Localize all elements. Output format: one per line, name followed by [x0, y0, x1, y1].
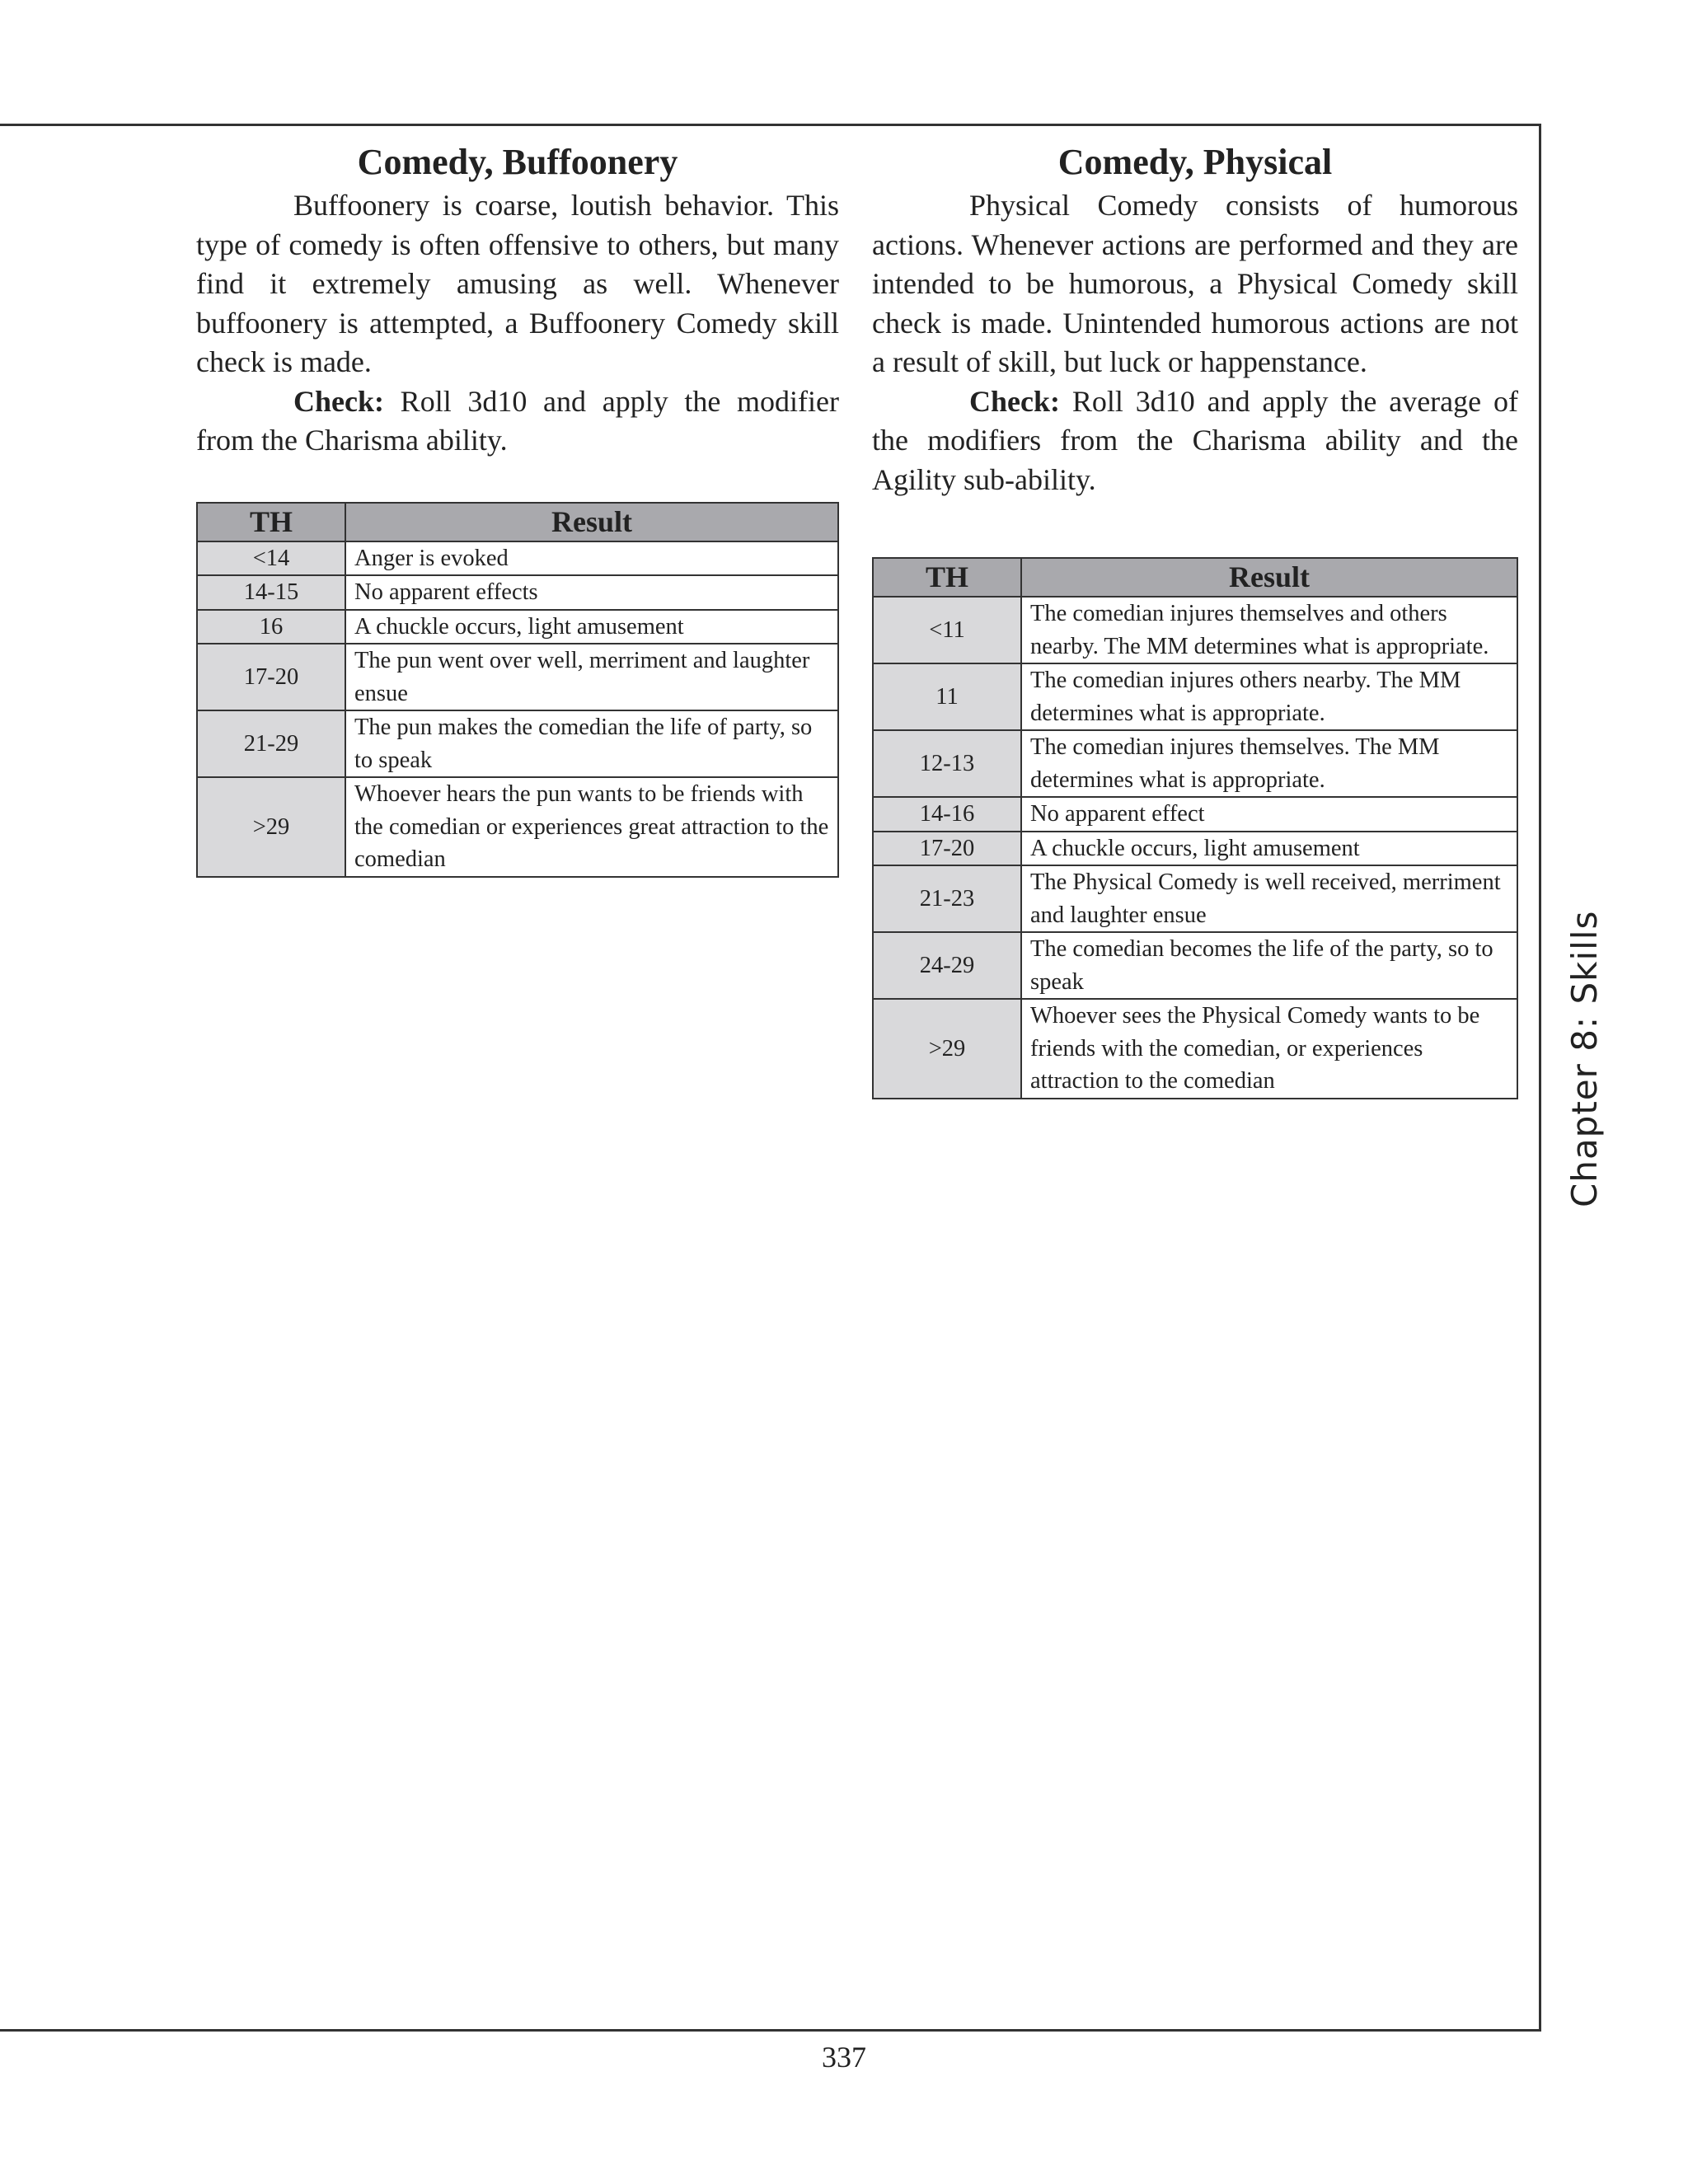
- check-label: Check:: [293, 384, 384, 418]
- table-row: [873, 932, 1517, 999]
- result-cell: Whoever hears the pun wants to be friends with the comedian or experiences great attraction to the comedian: [345, 777, 838, 877]
- table-row: [873, 663, 1517, 730]
- th-cell: 14-16: [873, 797, 1021, 832]
- check-text: Roll 3d10 and apply the average of the modifiers from the Charisma ability and the Agility sub-ability.: [872, 384, 1518, 496]
- th-cell: 11: [873, 663, 1021, 730]
- result-cell: The comedian injures others nearby. The MM determines what is appropriate.: [1021, 663, 1517, 730]
- section-title: Comedy, Physical: [1057, 142, 1333, 182]
- result-cell: The comedian becomes the life of the party, so to speak: [1021, 932, 1517, 999]
- result-cell: The comedian injures themselves and others nearby. The MM determines what is appropriate.: [1021, 597, 1517, 663]
- result-cell: The comedian injures themselves. The MM determines what is appropriate.: [1021, 730, 1517, 797]
- th-cell: 21-23: [873, 865, 1021, 932]
- intro-paragraph: Buffoonery is coarse, loutish behavior. This type of comedy is often offensive to others, but many find it extremely amusing as well. Whenever buffoonery is attempted, a Buffoonery Comedy skill check is made.: [196, 189, 839, 378]
- physical-comedy-table: [872, 557, 1518, 1099]
- result-cell: No apparent effects: [345, 575, 838, 610]
- table-row: [197, 644, 838, 710]
- table-row: [873, 597, 1517, 663]
- section-comedy-buffoonery: [196, 140, 839, 878]
- th-cell: <14: [197, 541, 345, 576]
- header-result: Result: [345, 503, 838, 541]
- table-header-row: [873, 558, 1517, 597]
- check-paragraph: [872, 382, 1518, 500]
- section-title: Comedy, Buffoonery: [357, 142, 678, 182]
- result-cell: A chuckle occurs, light amusement: [345, 610, 838, 644]
- header-result: Result: [1021, 558, 1517, 597]
- th-cell: 17-20: [197, 644, 345, 710]
- result-cell: The Physical Comedy is well received, merriment and laughter ensue: [1021, 865, 1517, 932]
- th-cell: 12-13: [873, 730, 1021, 797]
- table-row: [197, 610, 838, 644]
- th-cell: 24-29: [873, 932, 1021, 999]
- check-paragraph: [196, 382, 839, 461]
- th-cell: >29: [197, 777, 345, 877]
- header-th: TH: [197, 503, 345, 541]
- table-header-row: [197, 503, 838, 541]
- intro-paragraph: Physical Comedy consists of humorous actions. Whenever actions are performed and they are intended to be humorous, a Physical Comedy skill check is made. Unintended humorous actions are not a result of skill, but luck or happenstance.: [872, 189, 1518, 378]
- table-row: [197, 541, 838, 576]
- th-cell: 17-20: [873, 832, 1021, 866]
- result-cell: The pun went over well, merriment and laughter ensue: [345, 644, 838, 710]
- table-row: [873, 832, 1517, 866]
- section-comedy-physical: [872, 140, 1518, 1099]
- th-cell: >29: [873, 999, 1021, 1099]
- table-row: [197, 575, 838, 610]
- result-cell: No apparent effect: [1021, 797, 1517, 832]
- result-cell: Whoever sees the Physical Comedy wants to be friends with the comedian, or experiences attraction to the comedian: [1021, 999, 1517, 1099]
- result-cell: A chuckle occurs, light amusement: [1021, 832, 1517, 866]
- table-row: [197, 710, 838, 777]
- result-cell: Anger is evoked: [345, 541, 838, 576]
- th-cell: 21-29: [197, 710, 345, 777]
- chapter-tab: Chapter 8: Skills: [1564, 910, 1605, 1207]
- table-row: [873, 999, 1517, 1099]
- check-label: Check:: [969, 384, 1060, 418]
- header-th: TH: [873, 558, 1021, 597]
- buffoonery-table: [196, 502, 839, 878]
- table-row: [873, 865, 1517, 932]
- th-cell: <11: [873, 597, 1021, 663]
- th-cell: 14-15: [197, 575, 345, 610]
- table-row: [873, 730, 1517, 797]
- result-cell: The pun makes the comedian the life of party, so to speak: [345, 710, 838, 777]
- th-cell: 16: [197, 610, 345, 644]
- check-text: Roll 3d10 and apply the modifier from the Charisma ability.: [196, 384, 839, 457]
- table-row: [197, 777, 838, 877]
- page-number: 337: [822, 2041, 866, 2074]
- table-row: [873, 797, 1517, 832]
